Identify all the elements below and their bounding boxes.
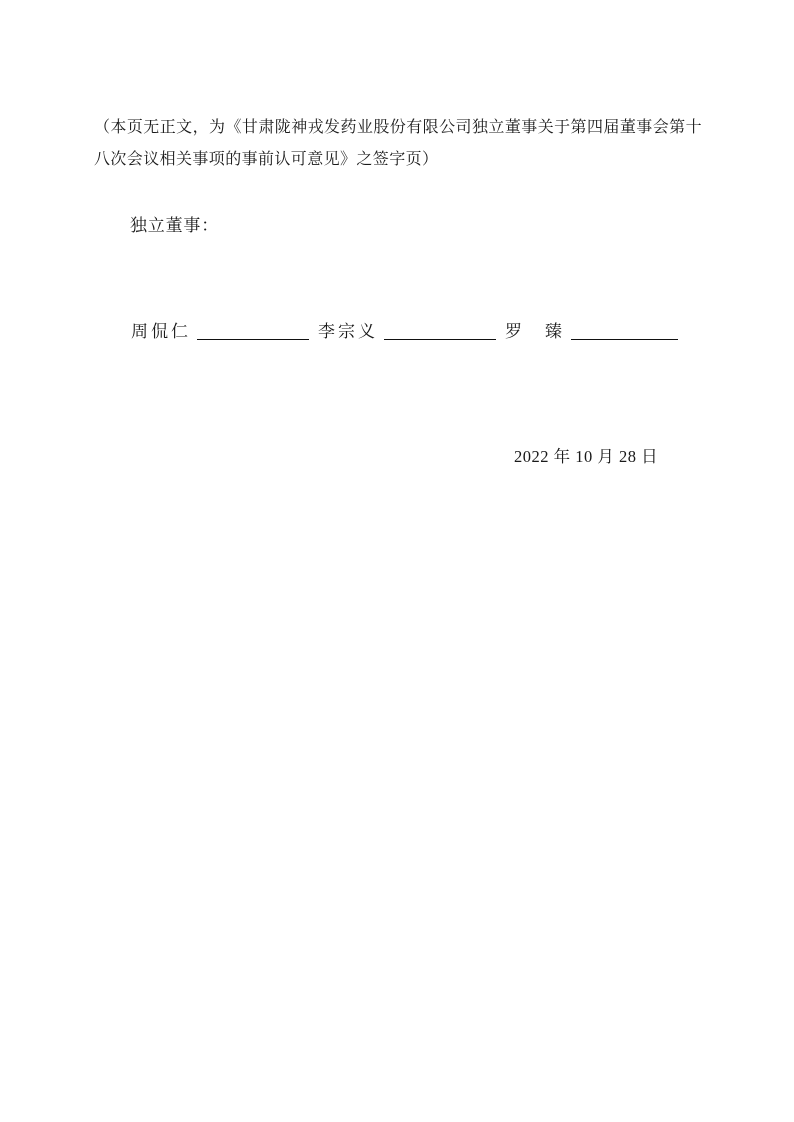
signature-row — [131, 317, 703, 342]
signature-line — [384, 336, 496, 340]
signatory-name: 周侃仁 — [131, 322, 191, 341]
independent-directors-label: 独立董事： — [130, 216, 219, 235]
signature-line — [197, 336, 309, 340]
signatory-name: 李宗义 — [318, 322, 378, 341]
signature-line — [571, 336, 678, 340]
no-body-text-note: （本页无正文，为《甘肃陇神戎发药业股份有限公司独立董事关于第四届董事会第十八次会议相关事项的事前认可意见》之签字页） — [94, 119, 702, 168]
signatory-name: 罗 臻 — [505, 322, 565, 341]
document-date: 2022 年 10 月 28 日 — [514, 447, 659, 466]
